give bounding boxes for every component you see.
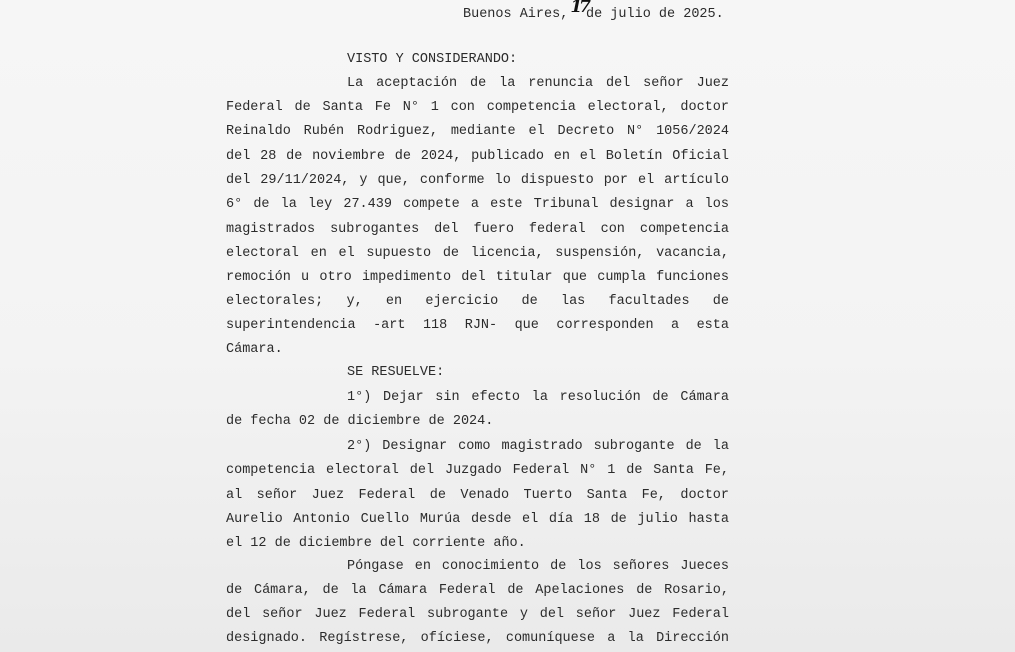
considerando-line: remoción u otro impedimento del titular que cumpla funciones xyxy=(226,270,729,285)
date-line xyxy=(463,0,724,27)
closing-line: de Cámara, de la Cámara Federal de Apelaciones de Rosario, xyxy=(226,583,729,598)
point2-line: competencia electoral del Juzgado Federal N° 1 de Santa Fe, xyxy=(226,463,729,478)
resuelve-heading: SE RESUELVE: xyxy=(347,365,445,380)
considerando-line: del 29/11/2024, y que, conforme lo dispuesto por el artículo xyxy=(226,173,729,188)
considerando-line: Cámara. xyxy=(226,342,283,357)
point1-line: de fecha 02 de diciembre de 2024. xyxy=(226,414,494,429)
considerando-line: del 28 de noviembre de 2024, publicado en el Boletín Oficial xyxy=(226,149,729,164)
considerando-line: electorales; y, en ejercicio de las facultades de xyxy=(226,294,729,309)
considerando-line: Reinaldo Rubén Rodriguez, mediante el Decreto N° 1056/2024 xyxy=(226,124,729,139)
considerando-line: superintendencia -art 118 RJN- que corresponden a esta xyxy=(226,318,729,333)
closing-line: del señor Juez Federal subrogante y del señor Juez Federal xyxy=(226,607,729,622)
considerando-line: 6° de la ley 27.439 compete a este Tribunal designar a los xyxy=(226,197,729,212)
visto-heading: VISTO Y CONSIDERANDO: xyxy=(347,52,518,67)
considerando-line: Federal de Santa Fe N° 1 con competencia electoral, doctor xyxy=(226,100,729,115)
considerando-line: electoral en el supuesto de licencia, suspensión, vacancia, xyxy=(226,246,729,261)
considerando-line: magistrados subrogantes del fuero federal con competencia xyxy=(226,222,729,237)
date-month-year: de julio de 2025. xyxy=(586,7,724,22)
point2-line: al señor Juez Federal de Venado Tuerto Santa Fe, doctor xyxy=(226,488,729,503)
date-city: Buenos Aires, xyxy=(463,7,569,22)
point1-line: 1°) Dejar sin efecto la resolución de Cámara xyxy=(347,390,729,405)
point2-line: Aurelio Antonio Cuello Murúa desde el día 18 de julio hasta xyxy=(226,512,729,527)
point2-line: el 12 de diciembre del corriente año. xyxy=(226,536,526,551)
considerando-line: La aceptación de la renuncia del señor Juez xyxy=(347,76,729,91)
closing-line: designado. Regístrese, ofíciese, comuníquese a la Dirección xyxy=(226,631,729,646)
handwritten-day: 17 xyxy=(570,0,588,17)
point2-line: 2°) Designar como magistrado subrogante de la xyxy=(347,439,729,454)
closing-line: Póngase en conocimiento de los señores Jueces xyxy=(347,559,729,574)
